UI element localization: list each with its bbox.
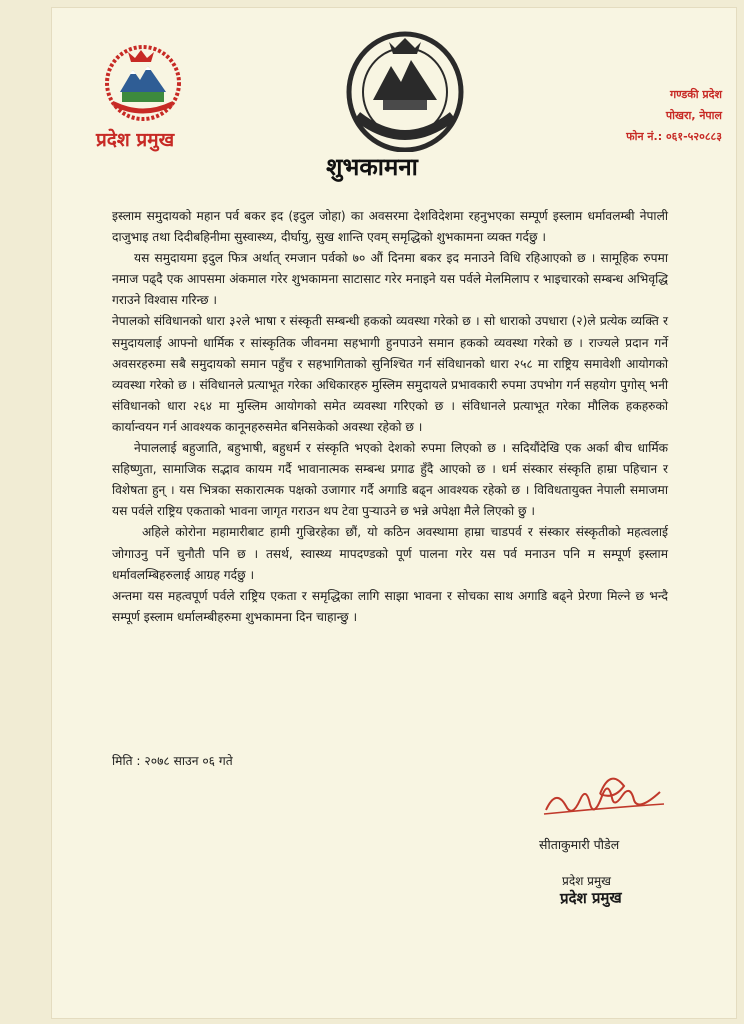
- letter-date: मिति : २०७८ साउन ०६ गते: [112, 754, 233, 768]
- letter-heading: शुभकामना: [326, 153, 418, 181]
- paragraph-3: नेपालको संविधानको धारा ३२ले भाषा र संस्कृती सम्बन्धी हकको व्यवस्था गरेको छ । सो धाराको उपधारा (२)ले प्रत्येक व्यक्ति र समुदायलाई आफ्नो धार्मिक र सांस्कृतिक जीवनमा सहभागी हुनपाउने समान हकको व्यवस्था गरेको छ । राज्यले प्रदान गर्ने अवसरहरुमा सबै समुदायको समान पहुँच र सहभागिताको सुनिश्चित गर्न संविधानको धारा २५८ मा राष्ट्रिय समावेशी आयोगको व्यवस्था गरेको छ । संविधानले प्रत्याभूत गरेका अधिकारहरु मुस्लिम समुदायले प्रभावकारी रुपमा उपभोग गर्न सहयोग पुगोस् भनी संविधानको धारा २६४ मा मुस्लिम आयोगको समेत व्यवस्था गरिएको छ । संविधानले प्रत्याभूत गरेका मौलिक हकहरुको कार्यान्वयन गर्न आवश्यक कानूनहरुसमेत बनिसकेको अवस्था रहेको छ ।: [112, 314, 668, 434]
- address-line-phone: फोन नं.: ०६१-५२०८८३: [626, 130, 722, 143]
- paragraph-4: नेपाललाई बहुजाति, बहुभाषी, बहुधर्म र संस्कृति भएको देशको रुपमा लिएको छ । सदियौंदेखि एक अर्का बीच धार्मिक सहिष्णुता, सामाजिक सद्भाव कायम गर्दै भावानात्मक सम्बन्ध प्रगाढ हुँदै आएको छ । धर्म संस्कार संस्कृति हाम्रा पहिचान र विशेषता हुन् । यस भित्रका सकारात्मक पक्षको उजागार गर्दै अगाडि बढ्न आवश्यक रहेको छ । विविधतायुक्त नेपाली समाजमा यस पर्वले राष्ट्रिय एकताको भावना जागृत गराउन थप टेवा पुर्‍याउने छ भन्ने अपेक्षा मैले लिएको छु ।: [112, 441, 668, 519]
- nepal-emblem-icon: [100, 38, 186, 124]
- signer-name: सीताकुमारी पौडेल: [539, 837, 620, 852]
- office-title-left: प्रदेश प्रमुख: [96, 129, 175, 151]
- office-address: [626, 84, 722, 147]
- letter-body: [112, 206, 668, 628]
- address-line-province: गण्डकी प्रदेश: [669, 88, 722, 101]
- address-line-city: पोखरा, नेपाल: [665, 109, 722, 122]
- paragraph-5: अहिले कोरोना महामारीबाट हामी गुज्रिरहेका छौं, यो कठिन अवस्थामा हाम्रा चाडपर्व र संस्कार संस्कृतीको महत्वलाई जोगाउनु पर्ने चुनौती पनि छ । तसर्थ, स्वास्थ्य मापदण्डको पूर्ण पालना गरेर यस पर्व मनाउन पनि म सम्पूर्ण इस्लाम धर्मावलम्बिहरुलाई आग्रह गर्दछु ।: [112, 525, 668, 582]
- signer-title: प्रदेश प्रमुख: [562, 874, 611, 888]
- paragraph-6: अन्तमा यस महत्वपूर्ण पर्वले राष्ट्रिय एकता र समृद्धिका लागि साझा भावना र सोचका साथ अगाडि बढ्ने प्रेरणा मिल्ने छ भन्दै सम्पूर्ण इस्लाम धर्मालम्बीहरुमा शुभकामना दिन चाहान्छु ।: [112, 588, 668, 624]
- paragraph-2: यस समुदायमा इदुल फित्र अर्थात् रमजान पर्वको ७० औं दिनमा बकर इद मनाउने विधि रहिआएको छ । सामूहिक रुपमा नमाज पढ्दै एक आपसमा अंकमाल गरेर शुभकामना साटासाट गरेर मनाइने यस पर्वले मेलमिलाप र भाइचारको सम्बन्ध अभिवृद्धि गराउने विश्वास गरिन्छ ।: [112, 251, 668, 308]
- paragraph-1: इस्लाम समुदायको महान पर्व बकर इद (इदुल जोहा) का अवसरमा देशविदेशमा रहनुभएका सम्पूर्ण इस्लाम धर्मावलम्बी नेपाली दाजुभाइ तथा दिदीबहिनीमा सुस्वास्थ्य, दीर्घायु, सुख शान्ति एवम् समृद्धिको शुभकामना व्यक्त गर्दछु ।: [112, 209, 668, 245]
- office-seal-icon: [345, 26, 465, 152]
- handwritten-signature-icon: [540, 770, 670, 830]
- title-stamp: प्रदेश प्रमुख: [559, 888, 622, 908]
